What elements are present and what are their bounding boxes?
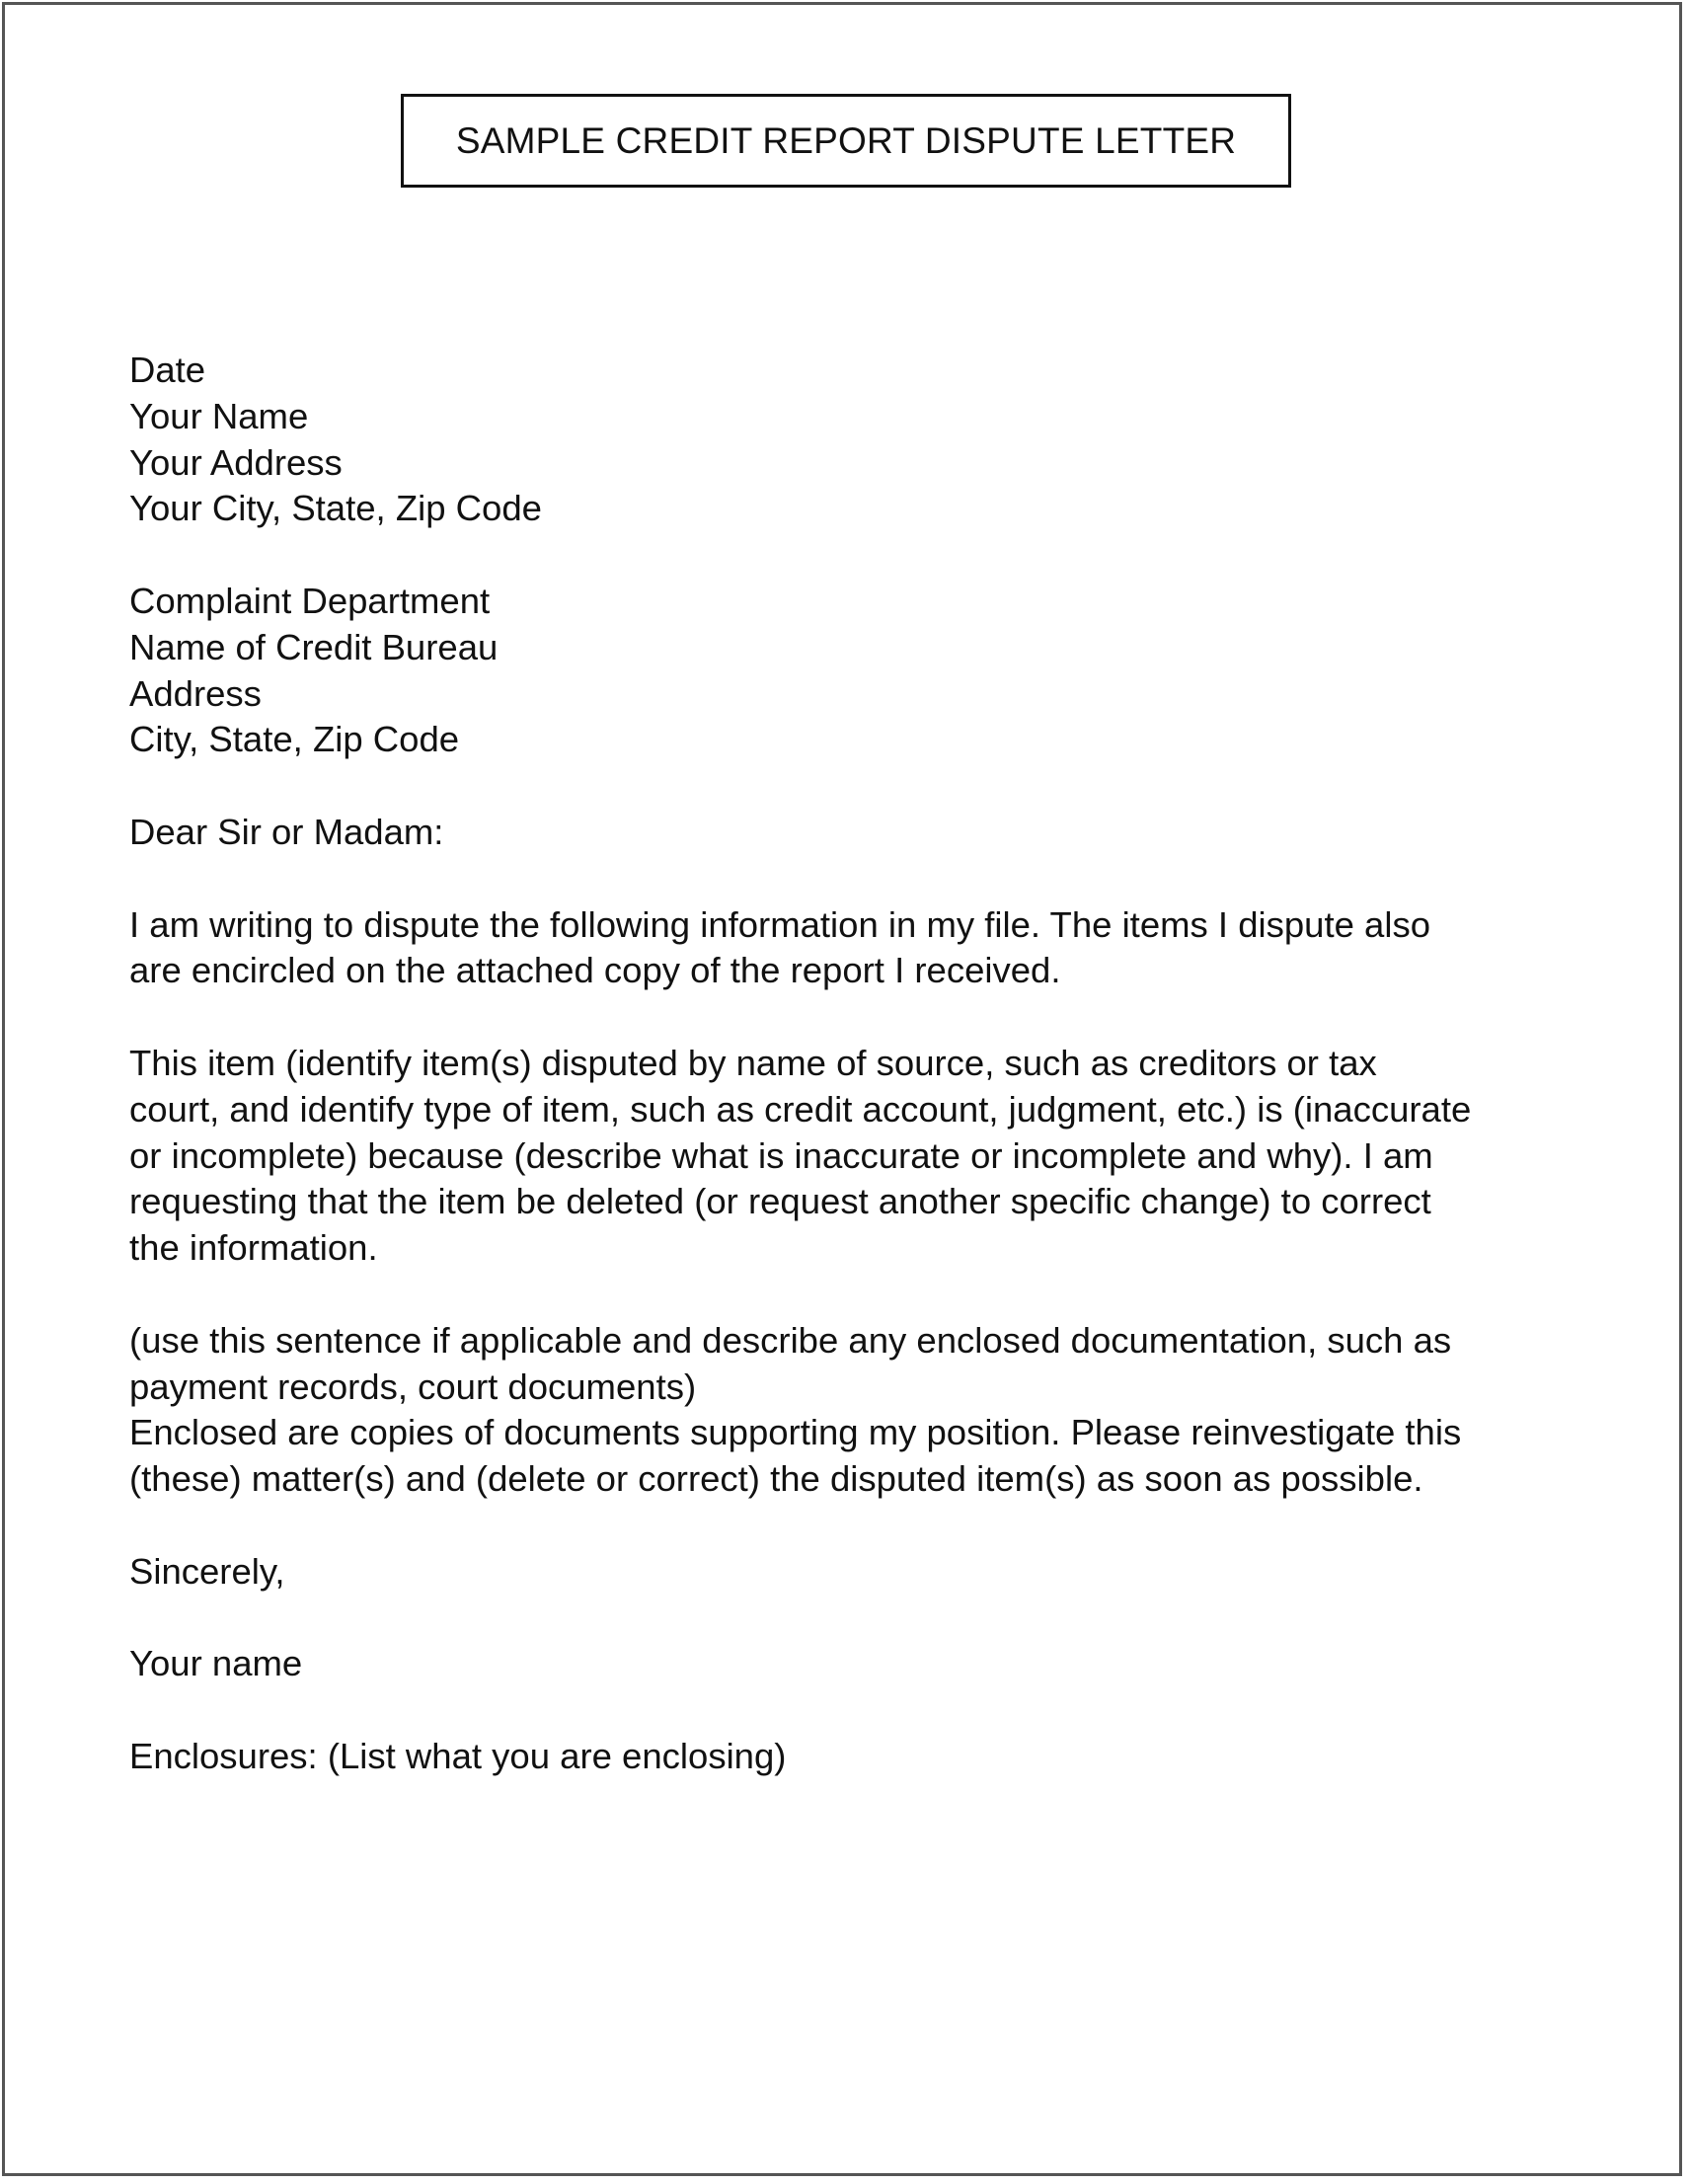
- spacer: [129, 763, 1590, 810]
- paragraph-line: payment records, court documents): [129, 1365, 697, 1407]
- paragraph-line: court, and identify type of item, such as credit account, judgment, etc.) is (inaccurate: [129, 1088, 1472, 1130]
- recipient-block: [129, 579, 1590, 763]
- recipient-department: Complaint Department: [129, 580, 491, 621]
- spacer: [129, 1596, 1590, 1642]
- sender-date: Date: [129, 350, 206, 390]
- sender-name: Your Name: [129, 395, 309, 436]
- spacer: [129, 856, 1590, 902]
- recipient-city-state-zip: City, State, Zip Code: [129, 719, 460, 760]
- sender-address: Your Address: [129, 441, 343, 483]
- paragraph-line: requesting that the item be deleted (or request another specific change) to correct: [129, 1181, 1431, 1222]
- spacer: [129, 532, 1590, 579]
- paragraph-line: or incomplete) because (describe what is inaccurate or incomplete and why). I am: [129, 1134, 1433, 1176]
- paragraph-line: (use this sentence if applicable and describe any enclosed documentation, such as: [129, 1319, 1452, 1361]
- paragraph-line: This item (identify item(s) disputed by name of source, such as creditors or tax: [129, 1042, 1377, 1083]
- signature: Your name: [129, 1643, 303, 1684]
- enclosures: Enclosures: (List what you are enclosing): [129, 1735, 787, 1776]
- recipient-bureau: Name of Credit Bureau: [129, 626, 499, 667]
- paragraph-enclosed-documents: [129, 1318, 1590, 1503]
- spacer: [129, 1503, 1590, 1549]
- paragraph-dispute-intro: [129, 902, 1590, 995]
- paragraph-line: the information.: [129, 1227, 378, 1269]
- paragraph-dispute-details: [129, 1041, 1590, 1272]
- paragraph-line: I am writing to dispute the following information in my file. The items I dispute also: [129, 903, 1430, 945]
- paragraph-line: are encircled on the attached copy of the report I received.: [129, 950, 1061, 991]
- paragraph-line: (these) matter(s) and (delete or correct) the disputed item(s) as soon as possible.: [129, 1458, 1423, 1500]
- letter-body: [129, 348, 1590, 1780]
- sender-block: [129, 348, 1590, 532]
- salutation: Dear Sir or Madam:: [129, 811, 444, 852]
- spacer: [129, 994, 1590, 1041]
- letter-title: SAMPLE CREDIT REPORT DISPUTE LETTER: [401, 94, 1291, 188]
- recipient-address: Address: [129, 672, 262, 714]
- spacer: [129, 1687, 1590, 1734]
- paragraph-line: Enclosed are copies of documents supporting my position. Please reinvestigate this: [129, 1412, 1462, 1453]
- sender-city-state-zip: Your City, State, Zip Code: [129, 488, 542, 529]
- closing: Sincerely,: [129, 1550, 285, 1592]
- spacer: [129, 1272, 1590, 1318]
